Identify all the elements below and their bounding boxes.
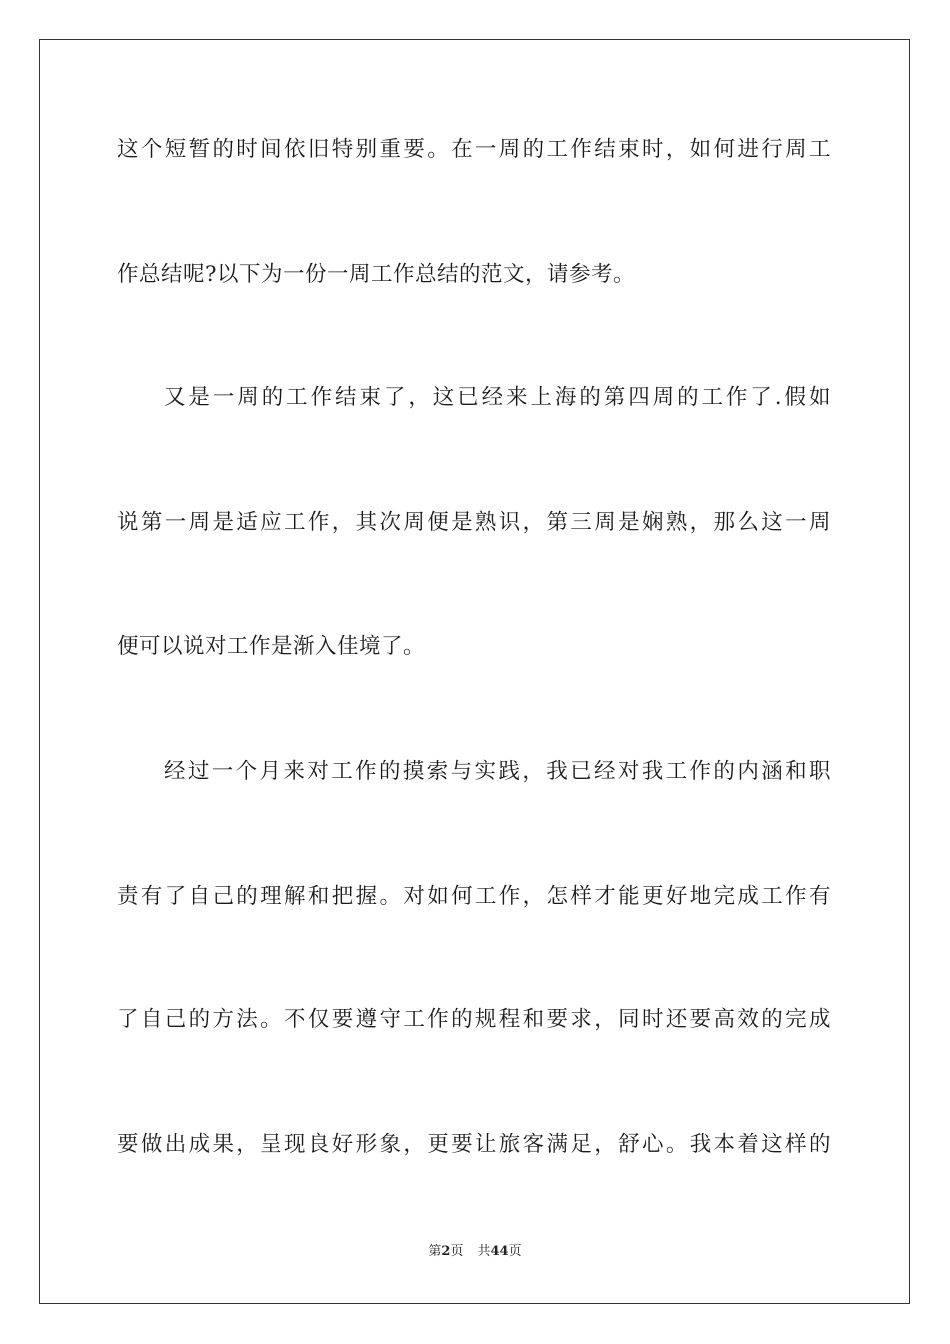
footer-total-prefix: 共 bbox=[477, 1244, 491, 1259]
page-footer bbox=[0, 1244, 950, 1260]
text-line-6: 经过一个月来对工作的摸索与实践，我已经对我工作的内涵和职 bbox=[164, 759, 831, 784]
page-border bbox=[39, 39, 910, 1304]
footer-page-number: 2 bbox=[441, 1244, 451, 1259]
text-line-1: 这个短暂的时间依旧特别重要。在一周的工作结束时，如何进行周工 bbox=[117, 137, 831, 162]
text-line-4: 说第一周是适应工作，其次周便是熟识，第三周是娴熟，那么这一周 bbox=[117, 510, 831, 535]
text-line-2: 作总结呢?以下为一份一周工作总结的范文，请参考。 bbox=[117, 262, 636, 287]
text-line-7: 责有了自己的理解和把握。对如何工作，怎样才能更好地完成工作有 bbox=[117, 884, 831, 909]
text-line-3: 又是一周的工作结束了，这已经来上海的第四周的工作了.假如 bbox=[164, 385, 831, 410]
text-line-8: 了自己的方法。不仅要遵守工作的规程和要求，同时还要高效的完成 bbox=[117, 1007, 831, 1032]
footer-page-suffix: 页 bbox=[450, 1244, 464, 1259]
text-line-9: 要做出成果，呈现良好形象，更要让旅客满足，舒心。我本着这样的 bbox=[117, 1132, 831, 1157]
footer-page-prefix: 第 bbox=[428, 1244, 442, 1259]
text-line-5: 便可以说对工作是渐入佳境了。 bbox=[117, 634, 426, 659]
footer-total-pages: 44 bbox=[490, 1244, 509, 1259]
footer-total-suffix: 页 bbox=[508, 1244, 522, 1259]
